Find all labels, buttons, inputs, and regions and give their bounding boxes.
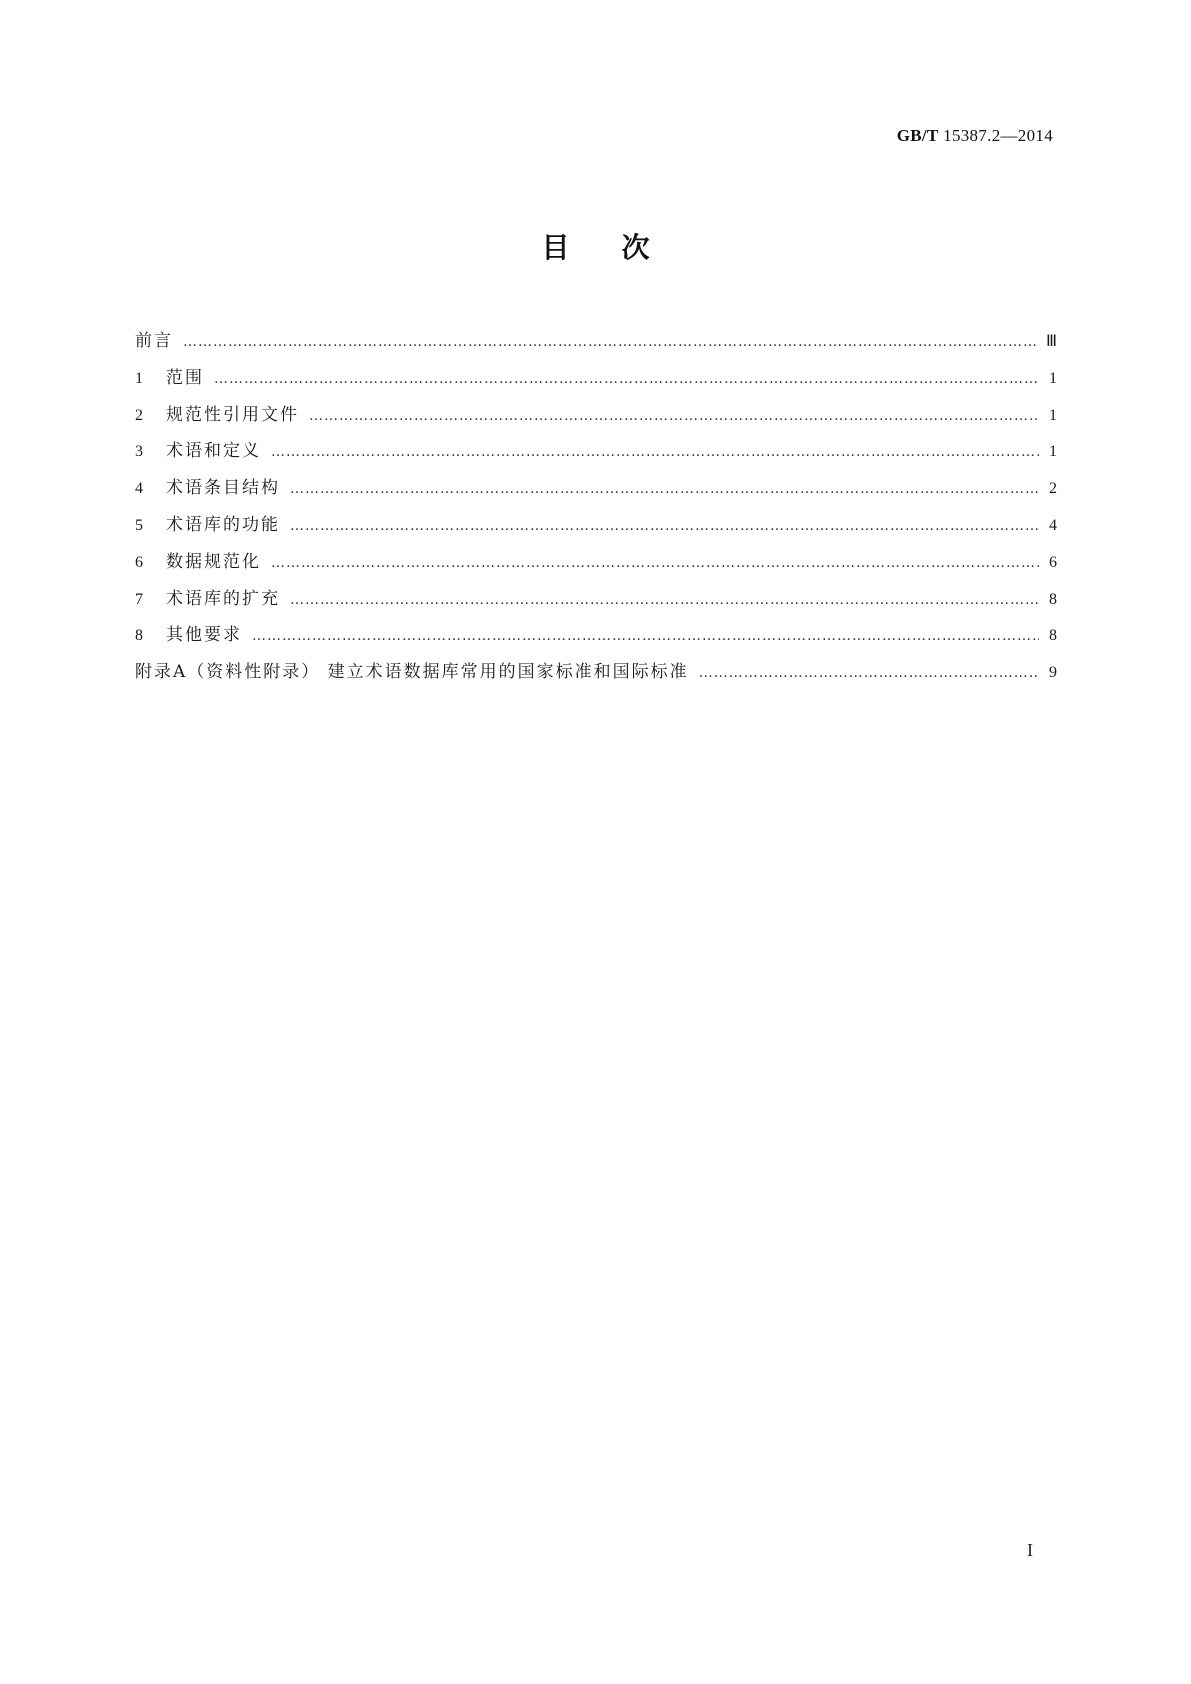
toc-entry-5[interactable] xyxy=(135,510,1057,547)
toc-entry-7[interactable] xyxy=(135,584,1057,621)
toc-entry-label: 附录A（资料性附录） 建立术语数据库常用的国家标准和国际标准 xyxy=(135,662,689,683)
toc-entry-number: 6 xyxy=(135,553,143,571)
toc-entry-number: 1 xyxy=(135,369,143,387)
toc-entry-annex-a[interactable] xyxy=(135,657,1057,694)
toc-entry-label: 术语条目结构 xyxy=(166,478,280,499)
toc-entry-page: 8 xyxy=(1049,590,1057,608)
toc-entry-page: 8 xyxy=(1049,627,1057,645)
toc-entry-label: 术语和定义 xyxy=(166,441,261,462)
toc-entry-label: 范围 xyxy=(166,367,204,388)
page-number: I xyxy=(1027,1540,1033,1560)
toc-entry-page: 6 xyxy=(1049,553,1057,571)
toc-leader-dots xyxy=(183,334,1039,350)
toc-entry-foreword[interactable] xyxy=(135,326,1057,363)
toc-entry-3[interactable] xyxy=(135,436,1057,473)
toc-entry-label: 术语库的扩充 xyxy=(166,588,280,609)
toc-entry-page: Ⅲ xyxy=(1045,333,1057,350)
table-of-contents xyxy=(135,326,1057,694)
toc-entry-label: 术语库的功能 xyxy=(166,514,280,535)
standard-code xyxy=(897,126,1053,146)
toc-entry-6[interactable] xyxy=(135,547,1057,584)
toc-entry-2[interactable] xyxy=(135,400,1057,437)
toc-entry-number: 2 xyxy=(135,406,143,424)
toc-leader-dots xyxy=(290,518,1039,534)
toc-leader-dots xyxy=(699,665,1039,681)
toc-entry-8[interactable] xyxy=(135,620,1057,657)
toc-entry-page: 1 xyxy=(1049,443,1057,461)
toc-entry-page: 2 xyxy=(1049,480,1057,498)
standard-prefix: GB/T xyxy=(896,126,939,145)
toc-leader-dots xyxy=(290,481,1039,497)
toc-leader-dots xyxy=(290,592,1039,608)
toc-entry-number: 3 xyxy=(135,443,143,461)
toc-title: 目次 xyxy=(541,231,702,264)
toc-leader-dots xyxy=(309,408,1039,424)
toc-entry-label: 前言 xyxy=(135,331,173,351)
toc-entry-label: 其他要求 xyxy=(166,625,242,646)
toc-entry-4[interactable] xyxy=(135,473,1057,510)
toc-entry-1[interactable] xyxy=(135,363,1057,400)
toc-entry-number: 4 xyxy=(135,480,143,498)
standard-number: 15387.2—2014 xyxy=(943,126,1053,145)
toc-leader-dots xyxy=(214,371,1039,387)
toc-entry-page: 9 xyxy=(1049,664,1057,682)
toc-entry-page: 4 xyxy=(1049,516,1057,534)
toc-entry-page: 1 xyxy=(1049,406,1057,424)
toc-leader-dots xyxy=(271,555,1039,571)
toc-entry-number: 7 xyxy=(135,590,143,608)
toc-entry-number: 8 xyxy=(135,627,143,645)
toc-entry-number: 5 xyxy=(135,516,143,534)
toc-entry-page: 1 xyxy=(1049,369,1057,387)
toc-entry-label: 规范性引用文件 xyxy=(166,404,299,425)
toc-entry-label: 数据规范化 xyxy=(166,551,261,572)
toc-leader-dots xyxy=(271,444,1039,460)
toc-leader-dots xyxy=(252,628,1039,644)
